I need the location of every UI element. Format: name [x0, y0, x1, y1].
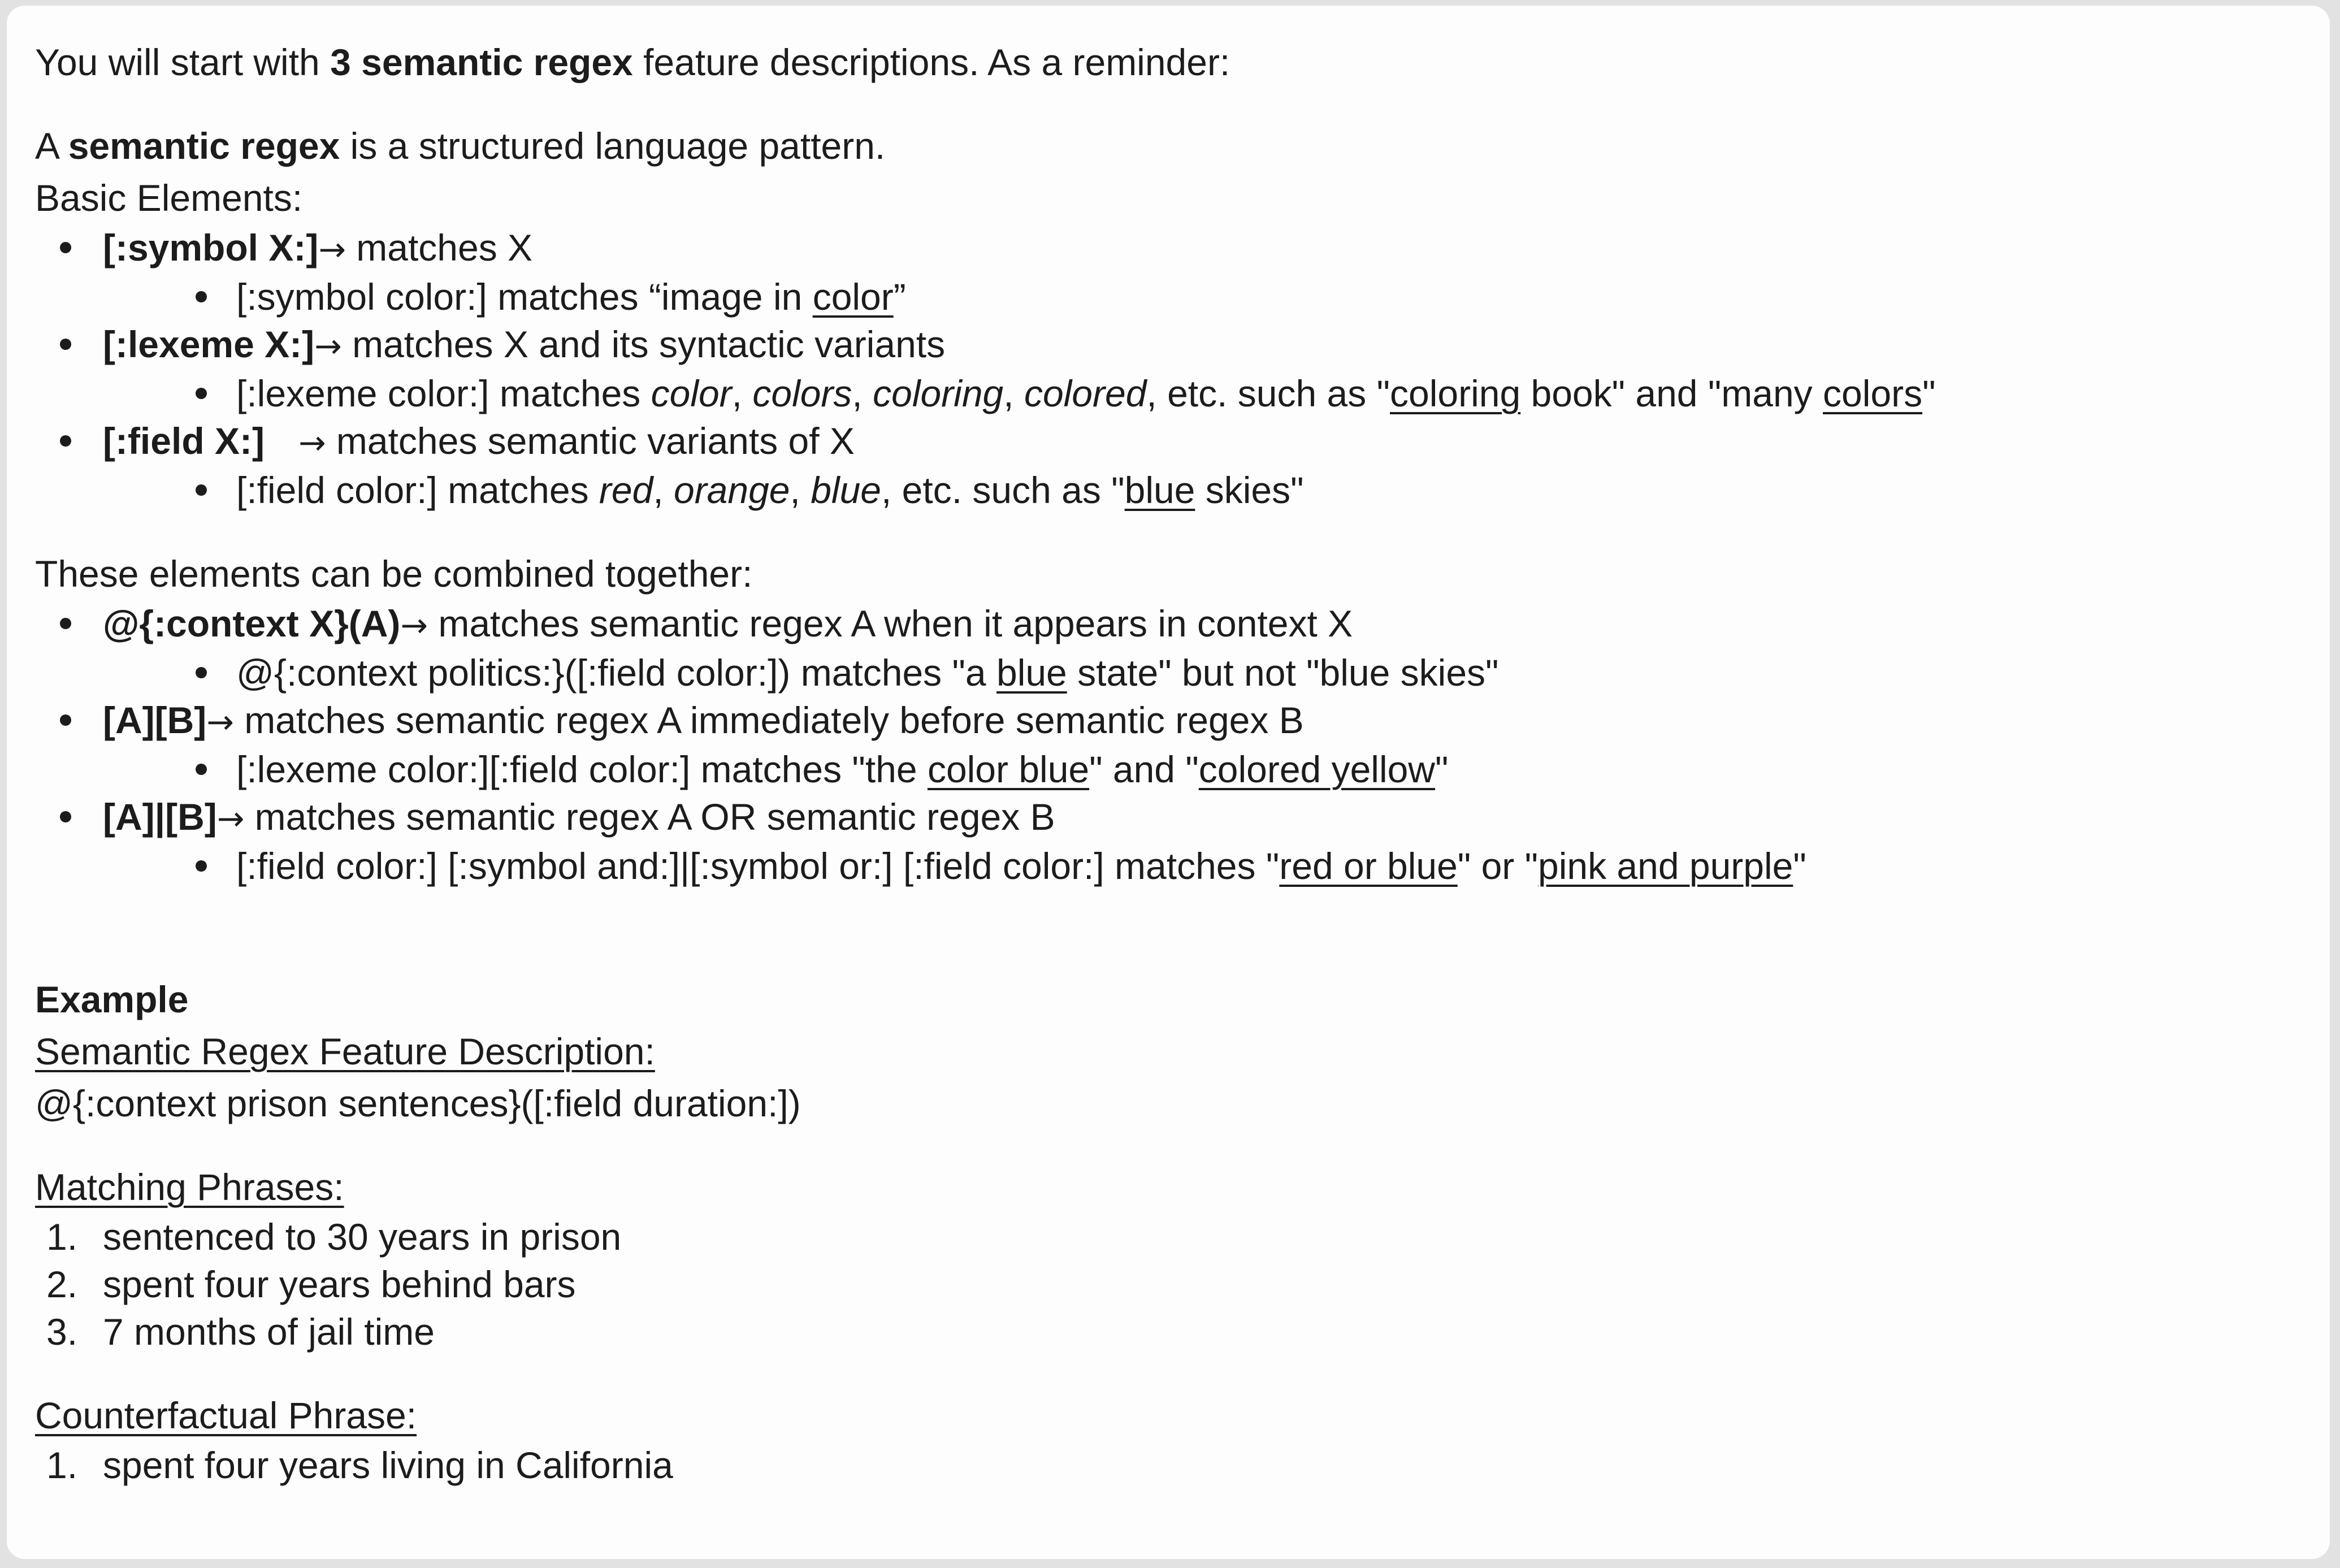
- or-desc: matches semantic regex A OR semantic regex B: [244, 796, 1055, 838]
- definition-bold: semantic regex: [68, 125, 340, 167]
- symbol-example: [:symbol color:] matches “image in color”: [103, 273, 2307, 320]
- field-desc: matches semantic variants of X: [326, 420, 855, 462]
- list-item: 1. sentenced to 30 years in prison: [46, 1216, 622, 1258]
- definition-line: [35, 120, 2307, 172]
- or-item: [35, 793, 2307, 890]
- field-item: [35, 417, 2307, 514]
- field-example-list: [103, 466, 2307, 514]
- lexeme-example: [:lexeme color:] matches color, colors, coloring, colored, etc. such as "coloring book" and "many colors": [103, 370, 2307, 417]
- matching-list: [35, 1213, 2307, 1355]
- field-term: [:field X:]: [103, 420, 265, 462]
- matching-label: Matching Phrases:: [35, 1166, 344, 1208]
- intro-text-end: feature descriptions. As a reminder:: [632, 41, 1230, 83]
- or-term: [A]|[B]: [103, 796, 217, 838]
- arrow-icon: →: [216, 799, 245, 838]
- list-item: 1. spent four years living in California: [46, 1444, 673, 1486]
- list-item: 3. 7 months of jail time: [46, 1311, 435, 1353]
- arrow-icon: →: [318, 230, 346, 268]
- symbol-example-list: [103, 273, 2307, 320]
- definition-text: A: [35, 125, 68, 167]
- symbol-desc: matches X: [345, 227, 533, 268]
- intro-bold: 3 semantic regex: [330, 41, 633, 83]
- symbol-item: [35, 224, 2307, 320]
- combine-list: [35, 600, 2307, 890]
- lexeme-desc: matches X and its syntactic variants: [341, 323, 946, 365]
- concat-item: [35, 696, 2307, 793]
- definition-text-end: is a structured language pattern.: [340, 125, 886, 167]
- context-desc: matches semantic regex A when it appears in context X: [428, 603, 1353, 644]
- description-value: @{:context prison sentences}([:field duration:]): [35, 1082, 801, 1124]
- context-example-list: [103, 649, 2307, 696]
- basic-elements-list: [35, 224, 2307, 514]
- description-label: Semantic Regex Feature Description:: [35, 1030, 655, 1072]
- or-example-list: [103, 842, 2307, 890]
- lexeme-example-list: [103, 370, 2307, 417]
- concat-example: [:lexeme color:][:field color:] matches "the color blue" and "colored yellow": [103, 746, 2307, 793]
- counterfactual-list: [35, 1441, 2307, 1489]
- context-item: [35, 600, 2307, 696]
- intro-text: You will start with: [35, 41, 331, 83]
- concat-desc: matches semantic regex A immediately before semantic regex B: [233, 699, 1304, 741]
- lexeme-term: [:lexeme X:]: [103, 323, 315, 365]
- concat-example-list: [103, 746, 2307, 793]
- prompt-card: [5, 3, 2332, 1561]
- concat-term: [A][B]: [103, 699, 207, 741]
- list-item: 2. spent four years behind bars: [46, 1263, 576, 1305]
- or-example: [:field color:] [:symbol and:]|[:symbol or:] [:field color:] matches "red or blue" or "pink and purple": [103, 842, 2307, 890]
- intro-line: [35, 36, 2307, 88]
- example-heading: Example: [35, 978, 189, 1020]
- prompt-content: [35, 36, 2307, 1489]
- basic-elements-heading: Basic Elements:: [35, 177, 303, 219]
- arrow-icon: →: [314, 327, 342, 365]
- counterfactual-label: Counterfactual Phrase:: [35, 1394, 417, 1436]
- arrow-icon: →: [206, 703, 234, 741]
- lexeme-item: [35, 320, 2307, 417]
- context-example: @{:context politics:}([:field color:]) matches "a blue state" but not "blue skies": [103, 649, 2307, 696]
- context-term: @{:context X}(A): [103, 603, 401, 644]
- combine-heading: These elements can be combined together:: [35, 553, 753, 595]
- symbol-term: [:symbol X:]: [103, 227, 319, 268]
- field-example: [:field color:] matches red, orange, blue, etc. such as "blue skies": [103, 466, 2307, 514]
- arrow-icon: →: [298, 423, 326, 462]
- arrow-icon: →: [400, 606, 428, 644]
